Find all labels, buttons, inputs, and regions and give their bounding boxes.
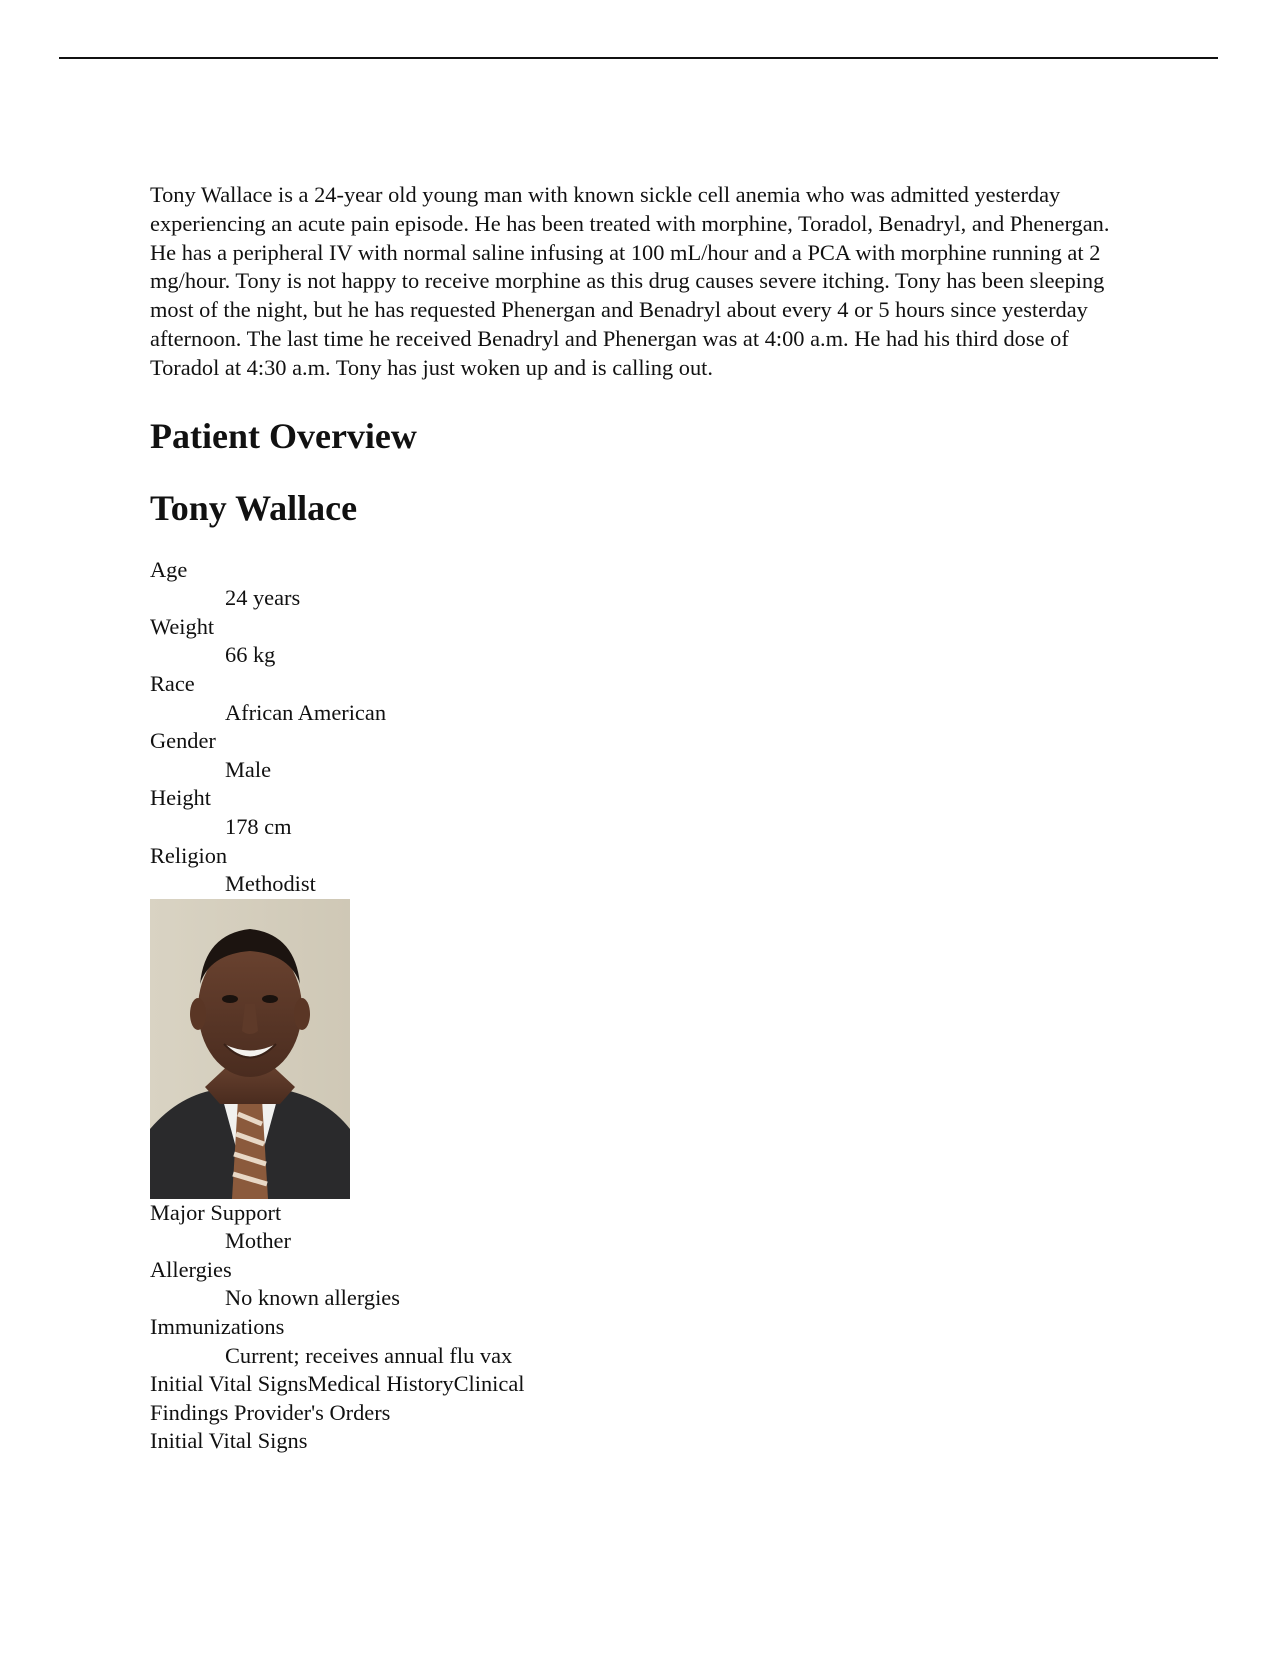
fact-value-gender: Male (225, 756, 272, 782)
tab-providers-orders[interactable]: Provider's Orders (234, 1399, 391, 1425)
tab-medical-history[interactable]: Medical History (307, 1371, 454, 1397)
fact-label-immunizations: Immunizations (150, 1314, 285, 1340)
patient-name-heading: Tony Wallace (150, 487, 358, 528)
section-tabs (150, 1370, 570, 1427)
fact-value-weight: 66 kg (225, 642, 276, 668)
fact-label-major-support: Major Support (150, 1199, 282, 1225)
fact-label-weight: Weight (150, 613, 215, 639)
fact-value-age: 24 years (225, 585, 301, 611)
patient-photo (150, 899, 350, 1199)
fact-value-race: African American (225, 699, 387, 725)
section-heading: Patient Overview (150, 415, 417, 456)
fact-label-height: Height (150, 785, 211, 811)
tab-initial-vital-signs[interactable]: Initial Vital Signs (150, 1371, 308, 1397)
document-body (150, 181, 1135, 1456)
patient-facts (150, 556, 1135, 1456)
fact-value-height: 178 cm (225, 813, 292, 839)
fact-value-major-support: Mother (225, 1228, 291, 1254)
fact-value-religion: Methodist (225, 871, 316, 897)
fact-label-gender: Gender (150, 728, 216, 754)
current-section-label: Initial Vital Signs (150, 1428, 308, 1454)
fact-value-immunizations: Current; receives annual flu vax (225, 1342, 513, 1368)
top-rule (59, 57, 1218, 59)
fact-label-race: Race (150, 670, 195, 696)
fact-value-allergies: No known allergies (225, 1285, 400, 1311)
fact-label-allergies: Allergies (150, 1256, 232, 1282)
fact-label-religion: Religion (150, 842, 228, 868)
case-intro-paragraph: Tony Wallace is a 24-year old young man with known sickle cell anemia who was admitted yesterday experiencing an acute pain episode. He has been treated with morphine, Toradol, Benadryl, and Phenergan. He has a peripheral IV with normal saline infusing at 100 mL/hour and a PCA with morphine running at 2 mg/hour. Tony is not happy to receive morphine as this drug causes severe itching. Tony has been sleeping most of the night, but he has requested Phenergan and Benadryl about every 4 or 5 hours since yesterday afternoon. The last time he received Benadryl and Phenergan was at 4:00 a.m. He had his third dose of Toradol at 4:30 a.m. Tony has just woken up and is calling out. (150, 182, 1110, 380)
tab-clinical-findings[interactable]: Clinical Findings (150, 1371, 525, 1425)
fact-label-age: Age (150, 556, 188, 582)
